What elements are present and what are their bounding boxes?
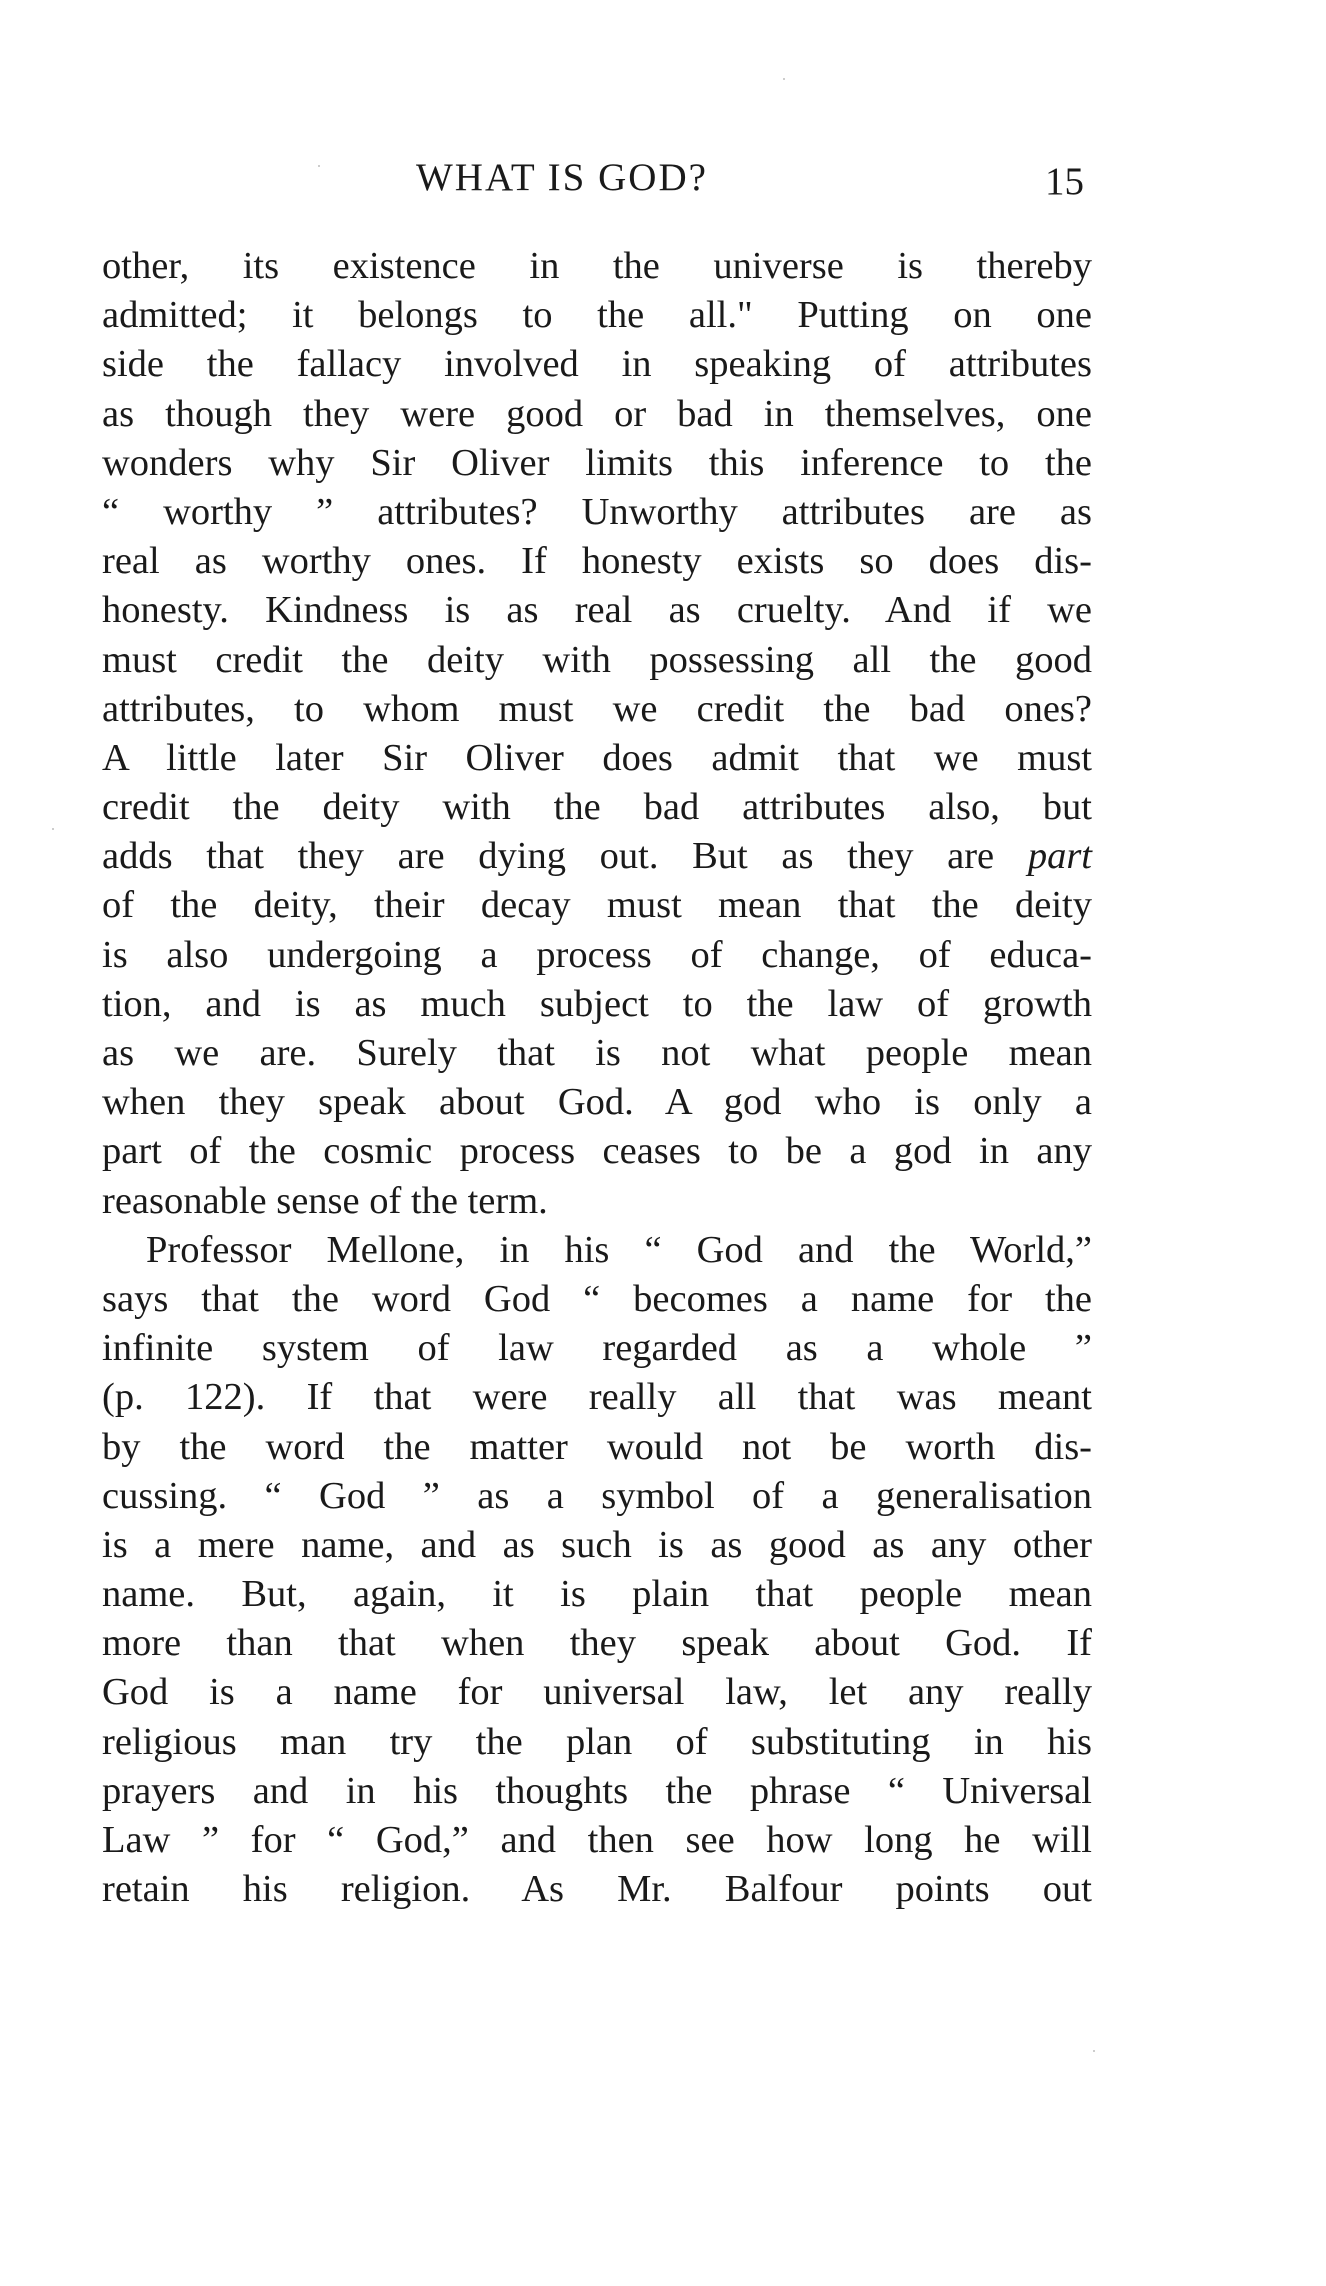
paragraph xyxy=(102,1226,1092,1915)
text-segment: adds that they are dying out. But as they are xyxy=(102,835,1028,878)
text-line: retain his religion. As Mr. Balfour points out xyxy=(102,1868,1092,1911)
text-line: admitted; it belongs to the all." Putting on one xyxy=(102,294,1092,337)
text-line-with-italic xyxy=(102,832,1092,881)
text-line: as we are. Surely that is not what people mean xyxy=(102,1032,1092,1074)
paper-speck xyxy=(318,165,320,167)
text-line: other, its existence in the universe is thereby xyxy=(102,245,1092,287)
text-line: prayers and in his thoughts the phrase “ Universal xyxy=(102,1769,1092,1812)
text-line: is a mere name, and as such is as good as any other xyxy=(102,1523,1092,1566)
paper-speck xyxy=(52,828,54,830)
text-line: “ worthy ” attributes? Unworthy attributes are as xyxy=(102,490,1092,533)
text-line: when they speak about God. A god who is only a xyxy=(102,1081,1092,1124)
text-line: reasonable sense of the term. xyxy=(102,1179,548,1222)
text-line: (p. 122). If that were really all that was meant xyxy=(102,1376,1092,1419)
text-line: God is a name for universal law, let any really xyxy=(102,1671,1092,1714)
paper-speck xyxy=(783,78,785,80)
text-line: says that the word God “ becomes a name for the xyxy=(102,1277,1092,1320)
paper-speck xyxy=(1093,2050,1095,2052)
text-line: more than that when they speak about God. If xyxy=(102,1622,1092,1665)
text-line: must credit the deity with possessing all the good xyxy=(102,638,1092,681)
italic-word: part xyxy=(1027,835,1092,878)
text-line: of the deity, their decay must mean that the deity xyxy=(102,884,1092,927)
text-line: cussing. “ God ” as a symbol of a generalisation xyxy=(102,1474,1092,1517)
text-line: Professor Mellone, in his “ God and the World,” xyxy=(146,1228,1092,1271)
text-line: attributes, to whom must we credit the bad ones? xyxy=(102,687,1092,730)
text-line: part of the cosmic process ceases to be a god in any xyxy=(102,1130,1092,1173)
text-line: credit the deity with the bad attributes also, but xyxy=(102,786,1092,829)
text-line: name. But, again, it is plain that people mean xyxy=(102,1573,1092,1616)
text-line: Law ” for “ God,” and then see how long he will xyxy=(102,1819,1092,1861)
text-line: A little later Sir Oliver does admit that we must xyxy=(102,736,1092,779)
text-line: tion, and is as much subject to the law of growth xyxy=(102,982,1092,1025)
body-text xyxy=(102,242,1092,1914)
running-head xyxy=(0,148,1326,208)
text-line: wonders why Sir Oliver limits this inference to the xyxy=(102,441,1092,484)
paragraph xyxy=(102,242,1092,1226)
text-line: as though they were good or bad in themselves, one xyxy=(102,392,1092,435)
page-number: 15 xyxy=(1045,160,1084,203)
text-line: religious man try the plan of substituting in his xyxy=(102,1720,1092,1763)
text-line: side the fallacy involved in speaking of attributes xyxy=(102,343,1092,386)
text-line: honesty. Kindness is as real as cruelty. And if we xyxy=(102,589,1092,632)
running-title: WHAT IS GOD? xyxy=(416,156,708,199)
text-line: by the word the matter would not be worth dis- xyxy=(102,1425,1092,1468)
text-line: infinite system of law regarded as a whole ” xyxy=(102,1327,1092,1370)
text-line: real as worthy ones. If honesty exists so does dis- xyxy=(102,540,1092,583)
text-line: is also undergoing a process of change, of educa- xyxy=(102,933,1092,976)
